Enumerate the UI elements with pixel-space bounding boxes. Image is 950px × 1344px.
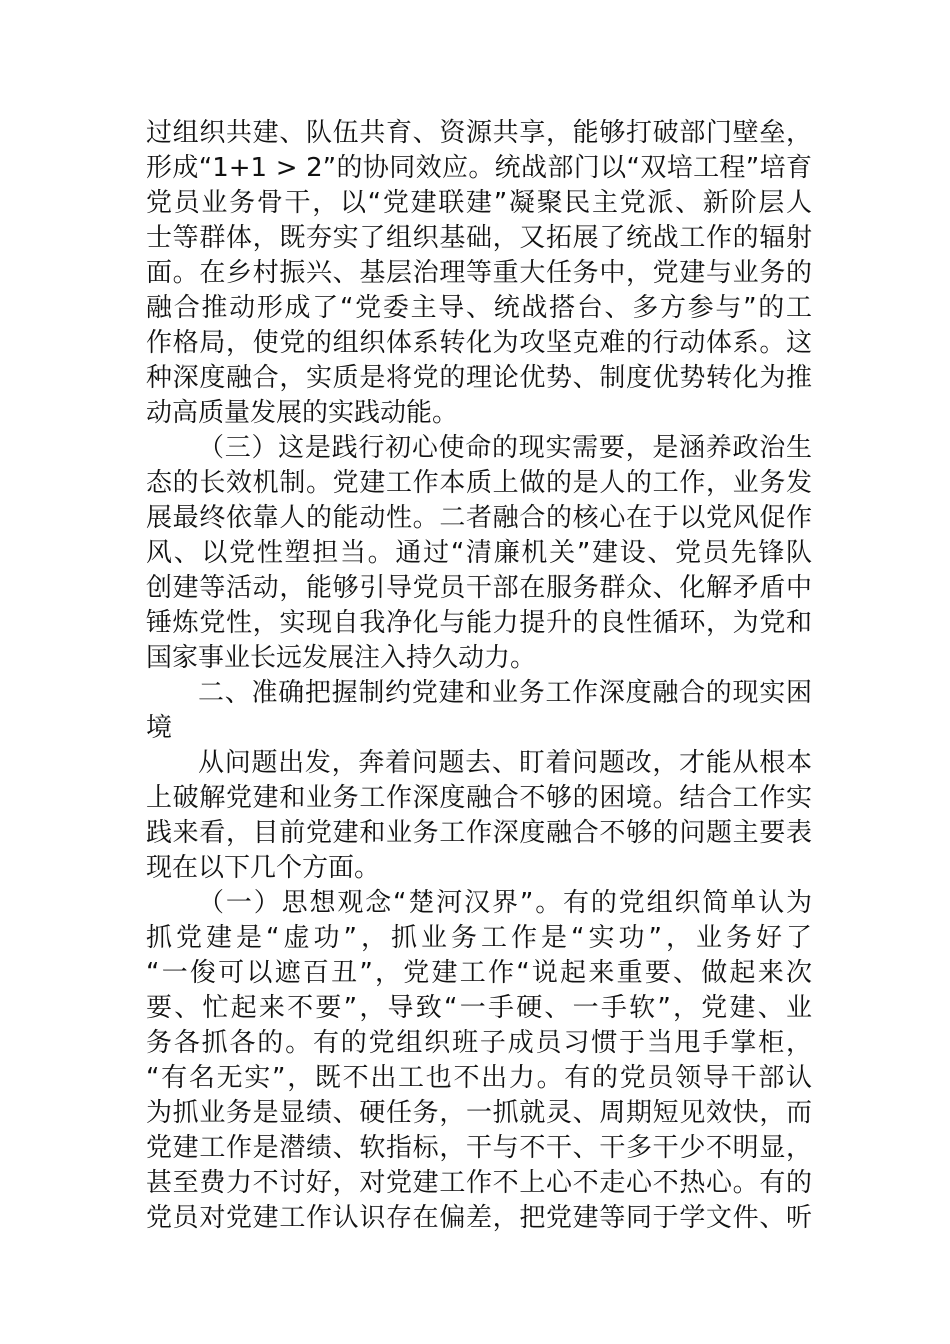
text-line: 过组织共建、队伍共育、资源共享，能够打破部门壁垒，: [146, 118, 812, 148]
text-line: 风、以党性塑担当。通过“清廉机关”建设、党员先锋队: [146, 538, 812, 568]
text-line: 士等群体，既夯实了组织基础，又拓展了统战工作的辐射: [146, 223, 812, 253]
text-line: 务各抓各的。有的党组织班子成员习惯于当甩手掌柜，: [146, 1028, 812, 1058]
text-line: 锤炼党性，实现自我净化与能力提升的良性循环，为党和: [146, 608, 812, 638]
text-line: 为抓业务是显绩、硬任务，一抓就灵、周期短见效快，而: [146, 1098, 812, 1128]
text-line: 党员对党建工作认识存在偏差，把党建等同于学文件、听: [146, 1203, 812, 1233]
paragraph-end-line: 国家事业长远发展注入持久动力。: [146, 643, 537, 673]
chapter-heading-end-line: 境: [146, 713, 173, 743]
text-line: 融合推动形成了“党委主导、统战搭台、多方参与”的工: [146, 293, 812, 323]
text-line: 要、忙起来不要”，导致“一手硬、一手软”，党建、业: [146, 993, 812, 1023]
text-line: 践来看，目前党建和业务工作深度融合不够的问题主要表: [146, 818, 812, 848]
text-line: 抓党建是“虚功”，抓业务工作是“实功”，业务好了: [146, 923, 812, 953]
text-line: “有名无实”，既不出工也不出力。有的党员领导干部认: [146, 1063, 812, 1093]
text-line: 上破解党建和业务工作深度融合不够的困境。结合工作实: [146, 783, 812, 813]
text-line: 面。在乡村振兴、基层治理等重大任务中，党建与业务的: [146, 258, 812, 288]
text-line: 形成“1+1 > 2”的协同效应。统战部门以“双培工程”培育: [146, 153, 812, 183]
text-line: 作格局，使党的组织体系转化为攻坚克难的行动体系。这: [146, 328, 812, 358]
text-line: 创建等活动，能够引导党员干部在服务群众、化解矛盾中: [146, 573, 812, 603]
text-line: 甚至费力不讨好，对党建工作不上心不走心不热心。有的: [146, 1168, 812, 1198]
chapter-heading-line: 二、准确把握制约党建和业务工作深度融合的现实困: [198, 678, 812, 708]
text-line: 党建工作是潜绩、软指标，干与不干、干多干少不明显，: [146, 1133, 812, 1163]
text-line: 种深度融合，实质是将党的理论优势、制度优势转化为推: [146, 363, 812, 393]
section-heading-line: （一）思想观念“楚河汉界”。有的党组织简单认为: [198, 888, 812, 918]
section-heading-line: （三）这是践行初心使命的现实需要，是涵养政治生: [198, 433, 812, 463]
text-line: 党员业务骨干，以“党建联建”凝聚民主党派、新阶层人: [146, 188, 812, 218]
paragraph-end-line: 现在以下几个方面。: [146, 853, 381, 883]
paragraph-start-line: 从问题出发，奔着问题去、盯着问题改，才能从根本: [198, 748, 812, 778]
text-line: “一俊可以遮百丑”，党建工作“说起来重要、做起来次: [146, 958, 812, 988]
text-line: 态的长效机制。党建工作本质上做的是人的工作，业务发: [146, 468, 812, 498]
body-text: [146, 116, 812, 1236]
text-line: 展最终依靠人的能动性。二者融合的核心在于以党风促作: [146, 503, 812, 533]
paragraph-end-line: 动高质量发展的实践动能。: [146, 398, 459, 428]
